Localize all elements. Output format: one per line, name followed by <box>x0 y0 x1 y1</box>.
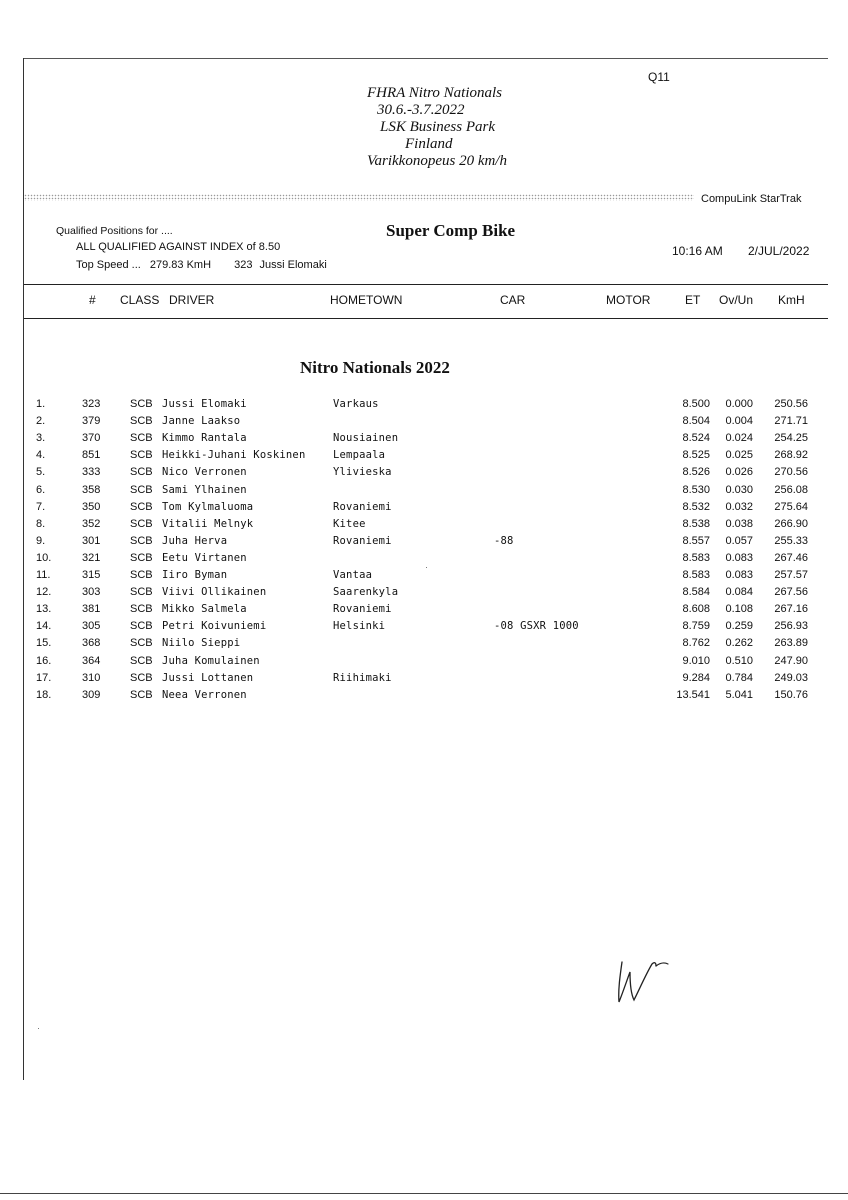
cell-pos: 15. <box>36 637 52 650</box>
cell-ovun: 5.041 <box>725 688 753 701</box>
class-title: Super Comp Bike <box>386 221 516 240</box>
top-speed-line <box>76 259 327 271</box>
col-et: ET <box>685 293 701 307</box>
cell-class: SCB <box>130 637 153 650</box>
cell-ovun: 0.083 <box>725 551 753 564</box>
table-row <box>0 552 848 569</box>
table-row <box>0 484 848 501</box>
cell-driver: Kimmo Rantala <box>162 432 247 445</box>
cell-car: -08 GSXR 1000 <box>494 620 579 633</box>
cell-num: 333 <box>82 466 101 479</box>
cell-driver: Mikko Salmela <box>162 603 247 616</box>
table-row <box>0 535 848 552</box>
cell-ovun: 0.784 <box>725 671 753 684</box>
cell-num: 301 <box>82 534 101 547</box>
event-country: Finland <box>405 136 453 152</box>
cell-pos: 2. <box>36 415 46 428</box>
cell-hometown: Helsinki <box>333 620 386 633</box>
col-num: # <box>89 293 96 307</box>
cell-hometown: Lempaala <box>333 449 386 462</box>
table-row <box>0 569 848 586</box>
cell-pos: 14. <box>36 620 52 633</box>
cell-num: 358 <box>82 483 101 496</box>
cell-class: SCB <box>130 398 153 410</box>
cell-class: SCB <box>130 483 153 496</box>
cell-pos: 12. <box>36 586 52 599</box>
cell-pos: 3. <box>36 432 46 445</box>
table-row <box>0 432 848 449</box>
cell-driver: Heikki-Juhani Koskinen <box>162 449 306 462</box>
table-row <box>0 603 848 620</box>
cell-num: 305 <box>82 620 101 633</box>
page-bottom-line <box>0 1193 848 1194</box>
cell-class: SCB <box>130 534 153 547</box>
cell-pos: 4. <box>36 449 46 462</box>
header-rule-bottom <box>24 318 828 319</box>
cell-ovun: 0.259 <box>725 620 753 633</box>
cell-et: 8.583 <box>682 551 710 564</box>
col-ovun: Ov/Un <box>719 293 754 307</box>
cell-driver: Vitalii Melnyk <box>162 517 254 530</box>
cell-class: SCB <box>130 654 153 667</box>
cell-num: 350 <box>82 500 101 513</box>
cell-class: SCB <box>130 620 153 633</box>
table-row <box>0 620 848 637</box>
cell-kmh: 270.56 <box>774 466 808 479</box>
cell-pos: 9. <box>36 534 46 547</box>
cell-kmh: 249.03 <box>774 671 808 684</box>
col-car: CAR <box>500 293 526 307</box>
cell-kmh: 267.16 <box>774 603 808 616</box>
col-class: CLASS <box>120 293 160 307</box>
cell-ovun: 0.032 <box>725 500 753 513</box>
cell-class: SCB <box>130 569 153 581</box>
cell-driver: Iiro Byman <box>162 569 228 581</box>
cell-driver: Tom Kylmaluoma <box>162 500 254 513</box>
cell-et: 8.557 <box>682 534 710 547</box>
cell-hometown: Ylivieska <box>333 466 392 479</box>
table-row <box>0 449 848 466</box>
event-pit-speed: Varikkonopeus 20 km/h <box>367 153 507 169</box>
handwritten-signature <box>610 950 680 1010</box>
cell-pos: 16. <box>36 654 52 667</box>
cell-num: 381 <box>82 603 101 616</box>
cell-kmh: 267.56 <box>774 586 808 599</box>
cell-num: 368 <box>82 637 101 650</box>
cell-pos: 7. <box>36 500 46 513</box>
cell-hometown: Rovaniemi <box>333 603 392 616</box>
cell-kmh: 275.64 <box>774 500 808 513</box>
cell-kmh: 257.57 <box>774 569 808 581</box>
table-row <box>0 501 848 518</box>
cell-et: 8.525 <box>682 449 710 462</box>
cell-class: SCB <box>130 415 153 428</box>
table-row <box>0 689 848 706</box>
col-motor: MOTOR <box>606 293 651 307</box>
cell-class: SCB <box>130 500 153 513</box>
system-name: CompuLink StarTrak <box>701 193 802 205</box>
cell-et: 13.541 <box>676 688 710 701</box>
cell-et: 8.608 <box>682 603 710 616</box>
col-driver: DRIVER <box>169 293 215 307</box>
cell-hometown: Saarenkyla <box>333 586 399 599</box>
cell-num: 315 <box>82 569 101 581</box>
cell-num: 352 <box>82 517 101 530</box>
cell-ovun: 0.024 <box>725 432 753 445</box>
table-row <box>0 586 848 603</box>
report-date: 2/JUL/2022 <box>748 244 810 258</box>
section-title: Nitro Nationals 2022 <box>300 358 450 377</box>
cell-kmh: 263.89 <box>774 637 808 650</box>
cell-car: -88 <box>494 534 514 547</box>
dotted-band <box>24 194 694 201</box>
cell-num: 310 <box>82 671 101 684</box>
cell-driver: Juha Komulainen <box>162 654 260 667</box>
cell-pos: 8. <box>36 517 46 530</box>
cell-ovun: 0.262 <box>725 637 753 650</box>
cell-ovun: 0.083 <box>725 569 753 581</box>
cell-kmh: 271.71 <box>774 415 808 428</box>
cell-class: SCB <box>130 586 153 599</box>
top-speed-value: 279.83 KmH <box>149 259 212 271</box>
cell-hometown: Varkaus <box>333 398 379 410</box>
col-hometown: HOMETOWN <box>330 293 403 307</box>
cell-pos: 17. <box>36 671 52 684</box>
table-row <box>0 398 848 415</box>
cell-kmh: 255.33 <box>774 534 808 547</box>
cell-driver: Jussi Elomaki <box>162 398 247 410</box>
cell-hometown: Kitee <box>333 517 366 530</box>
cell-pos: 11. <box>36 569 51 581</box>
cell-kmh: 254.25 <box>774 432 808 445</box>
cell-et: 8.530 <box>682 483 710 496</box>
table-row <box>0 655 848 672</box>
cell-driver: Niilo Sieppi <box>162 637 241 650</box>
cell-num: 379 <box>82 415 101 428</box>
cell-kmh: 247.90 <box>774 654 808 667</box>
page-code: Q11 <box>648 70 670 84</box>
cell-et: 8.759 <box>682 620 710 633</box>
top-speed-driver: Jussi Elomaki <box>259 259 327 271</box>
qualified-for-label: Qualified Positions for .... <box>56 225 173 237</box>
cell-hometown: Nousiainen <box>333 432 399 445</box>
table-row <box>0 637 848 654</box>
event-dates: 30.6.-3.7.2022 <box>377 102 465 118</box>
cell-et: 8.538 <box>682 517 710 530</box>
cell-hometown: Riihimaki <box>333 671 392 684</box>
table-row <box>0 518 848 535</box>
cell-kmh: 256.93 <box>774 620 808 633</box>
cell-driver: Neea Verronen <box>162 688 247 701</box>
report-time: 10:16 AM <box>672 244 723 258</box>
cell-ovun: 0.057 <box>725 534 753 547</box>
cell-kmh: 250.56 <box>774 398 808 410</box>
cell-et: 9.284 <box>682 671 710 684</box>
cell-pos: 1. <box>36 398 46 410</box>
cell-driver: Petri Koivuniemi <box>162 620 267 633</box>
cell-num: 364 <box>82 654 101 667</box>
cell-num: 303 <box>82 586 101 599</box>
cell-num: 321 <box>82 551 101 564</box>
cell-et: 8.526 <box>682 466 710 479</box>
cell-et: 8.500 <box>682 398 710 410</box>
cell-pos: 13. <box>36 603 52 616</box>
cell-ovun: 0.510 <box>725 654 753 667</box>
cell-pos: 18. <box>36 688 52 701</box>
cell-driver: Janne Laakso <box>162 415 241 428</box>
cell-hometown: Rovaniemi <box>333 534 392 547</box>
cell-kmh: 256.08 <box>774 483 808 496</box>
cell-et: 8.762 <box>682 637 710 650</box>
cell-et: 8.524 <box>682 432 710 445</box>
cell-hometown: Rovaniemi <box>333 500 392 513</box>
cell-class: SCB <box>130 466 153 479</box>
cell-ovun: 0.108 <box>725 603 753 616</box>
table-row <box>0 466 848 483</box>
table-row <box>0 672 848 689</box>
cell-et: 8.583 <box>682 569 710 581</box>
event-venue: LSK Business Park <box>380 119 496 135</box>
cell-ovun: 0.030 <box>725 483 753 496</box>
cell-et: 8.504 <box>682 415 710 428</box>
cell-driver: Eetu Virtanen <box>162 551 247 564</box>
cell-class: SCB <box>130 449 153 462</box>
index-line: ALL QUALIFIED AGAINST INDEX of 8.50 <box>76 241 281 253</box>
cell-driver: Juha Herva <box>162 534 228 547</box>
cell-kmh: 267.46 <box>774 551 808 564</box>
scan-speck <box>426 567 427 568</box>
cell-pos: 5. <box>36 466 46 479</box>
table-row <box>0 415 848 432</box>
cell-num: 323 <box>82 398 101 410</box>
event-name: FHRA Nitro Nationals <box>367 85 503 101</box>
cell-hometown: Vantaa <box>333 569 373 581</box>
cell-driver: Jussi Lottanen <box>162 671 254 684</box>
cell-ovun: 0.000 <box>725 398 753 410</box>
cell-class: SCB <box>130 432 153 445</box>
cell-et: 9.010 <box>682 654 710 667</box>
cell-class: SCB <box>130 688 153 701</box>
cell-ovun: 0.004 <box>725 415 753 428</box>
cell-ovun: 0.026 <box>725 466 753 479</box>
cell-ovun: 0.025 <box>725 449 753 462</box>
cell-kmh: 268.92 <box>774 449 808 462</box>
header-rule-top <box>24 284 828 285</box>
page-frame-top <box>23 58 828 59</box>
cell-pos: 10. <box>36 551 52 564</box>
cell-driver: Nico Verronen <box>162 466 247 479</box>
cell-num: 851 <box>82 449 101 462</box>
cell-et: 8.584 <box>682 586 710 599</box>
top-speed-number: 323 <box>234 259 253 271</box>
col-kmh: KmH <box>778 293 805 307</box>
cell-class: SCB <box>130 671 153 684</box>
cell-et: 8.532 <box>682 500 710 513</box>
cell-ovun: 0.038 <box>725 517 753 530</box>
cell-kmh: 150.76 <box>774 688 808 701</box>
cell-class: SCB <box>130 551 153 564</box>
cell-kmh: 266.90 <box>774 517 808 530</box>
scan-speck <box>38 1028 39 1029</box>
cell-num: 309 <box>82 688 101 701</box>
cell-pos: 6. <box>36 483 46 496</box>
cell-class: SCB <box>130 517 153 530</box>
cell-class: SCB <box>130 603 153 616</box>
cell-ovun: 0.084 <box>725 586 753 599</box>
top-speed-label: Top Speed ... <box>76 259 141 271</box>
cell-num: 370 <box>82 432 101 445</box>
cell-driver: Viivi Ollikainen <box>162 586 267 599</box>
cell-driver: Sami Ylhainen <box>162 483 247 496</box>
